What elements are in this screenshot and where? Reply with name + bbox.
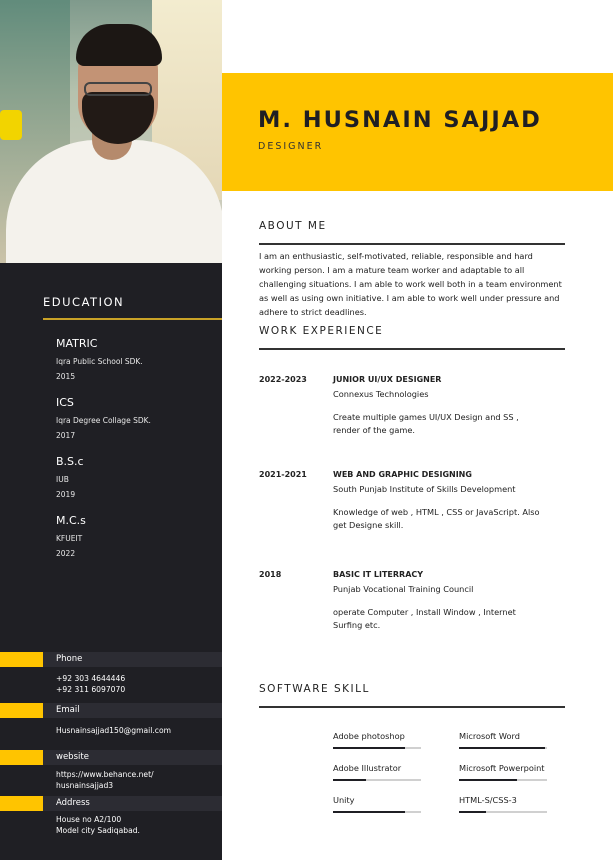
education-degree: M.C.s	[56, 514, 86, 527]
email-label: Email	[56, 705, 80, 715]
education-item	[56, 514, 151, 573]
skill-item	[459, 795, 549, 813]
skill-bar	[459, 779, 547, 781]
accent-bar	[0, 750, 43, 765]
about-text: I am an enthusiastic, self-motivated, reliable, responsible and hard working person. I am a mature team worker and adaptable to all challenging situations. I am able to work well both in a team environment as well as using own initiative. I am able to work well under pressure and adhere to strict deadlines.	[259, 251, 562, 317]
about-heading: ABOUT ME	[259, 220, 327, 232]
skill-item	[333, 763, 423, 781]
skill-bar-fill	[459, 779, 517, 781]
education-degree: ICS	[56, 396, 74, 409]
job-description: Create multiple games UI/UX Design and SS , render of the game.	[333, 412, 519, 435]
education-year: 2015	[56, 372, 76, 381]
name-header	[222, 73, 613, 191]
education-heading: EDUCATION	[43, 295, 125, 309]
job-title: JUNIOR UI/UX DESIGNER	[333, 375, 442, 384]
phone-label: Phone	[56, 654, 83, 664]
skill-bar	[333, 747, 421, 749]
email-value[interactable]: Husnainsajjad150@gmail.com	[56, 726, 171, 735]
education-institute: Iqra Degree Collage SDK.	[56, 416, 151, 425]
sidebar	[0, 0, 222, 860]
address-label: Address	[56, 798, 90, 808]
job-organization: Punjab Vocational Training Council	[333, 584, 474, 594]
skill-name: Adobe photoshop	[333, 731, 405, 741]
phone-number-2: +92 311 6097070	[56, 685, 126, 694]
job-years: 2021-2021	[259, 470, 307, 479]
education-item	[56, 396, 151, 455]
education-year: 2017	[56, 431, 76, 440]
skill-bar-fill	[333, 747, 405, 749]
job-description: Knowledge of web , HTML , CSS or JavaScript. Also get Designe skill.	[333, 507, 540, 530]
job-description: operate Computer , Install Window , Internet Surfing etc.	[333, 607, 516, 630]
work-heading: WORK EXPERIENCE	[259, 325, 384, 337]
person-name: M. HUSNAIN SAJJAD	[258, 107, 542, 133]
skill-bar-fill	[333, 779, 366, 781]
website-url-line-1[interactable]: https://www.behance.net/	[56, 770, 154, 779]
accent-bar	[0, 703, 43, 718]
website-url-line-2[interactable]: husnainsajjad3	[56, 781, 114, 790]
skill-bar-fill	[459, 811, 486, 813]
accent-bar	[0, 796, 43, 811]
skill-bar	[459, 811, 547, 813]
contact-phone	[0, 652, 222, 667]
work-divider	[259, 348, 565, 350]
job-years: 2022-2023	[259, 375, 307, 384]
skill-bar-fill	[333, 811, 405, 813]
job-organization: South Punjab Institute of Skills Development	[333, 484, 516, 494]
skill-name: Adobe Illustrator	[333, 763, 402, 773]
skill-name: HTML-S/CSS-3	[459, 795, 517, 805]
education-degree: MATRIC	[56, 337, 98, 350]
skill-item	[333, 731, 423, 749]
education-item	[56, 337, 151, 396]
skills-divider	[259, 706, 565, 708]
phone-number-1: +92 303 4644446	[56, 674, 126, 683]
skill-name: Unity	[333, 795, 355, 805]
skill-bar	[459, 747, 547, 749]
education-institute: Iqra Public School SDK.	[56, 357, 143, 366]
phone-value	[56, 673, 125, 695]
contact-email	[0, 703, 222, 718]
profile-photo	[0, 0, 222, 263]
education-year: 2022	[56, 549, 76, 558]
person-role: DESIGNER	[258, 141, 324, 152]
skill-bar	[333, 811, 421, 813]
job-title: BASIC IT LITERRACY	[333, 570, 424, 579]
education-item	[56, 455, 151, 514]
education-institute: KFUEIT	[56, 534, 83, 543]
accent-bar	[0, 652, 43, 667]
contact-website	[0, 750, 222, 765]
skill-item	[459, 763, 569, 781]
skills-heading: SOFTWARE SKILL	[259, 683, 370, 695]
address-value	[56, 814, 140, 836]
skill-bar	[333, 779, 421, 781]
about-divider	[259, 243, 565, 245]
job-years: 2018	[259, 570, 282, 579]
address-line-2: Model city Sadiqabad.	[56, 826, 140, 835]
job-organization: Connexus Technologies	[333, 389, 429, 399]
education-list	[56, 337, 151, 573]
skill-name: Microsoft Powerpoint	[459, 763, 545, 773]
skill-item	[333, 795, 423, 813]
education-institute: IUB	[56, 475, 69, 484]
contact-address	[0, 796, 222, 811]
skill-name: Microsoft Word	[459, 731, 520, 741]
job-title: WEB AND GRAPHIC DESIGNING	[333, 470, 472, 479]
skill-bar-fill	[459, 747, 545, 749]
education-degree: B.S.c	[56, 455, 84, 468]
website-link[interactable]	[56, 769, 154, 791]
education-year: 2019	[56, 490, 76, 499]
education-divider	[43, 318, 222, 320]
address-line-1: House no A2/100	[56, 815, 122, 824]
skill-item	[459, 731, 549, 749]
website-label: website	[56, 752, 89, 762]
